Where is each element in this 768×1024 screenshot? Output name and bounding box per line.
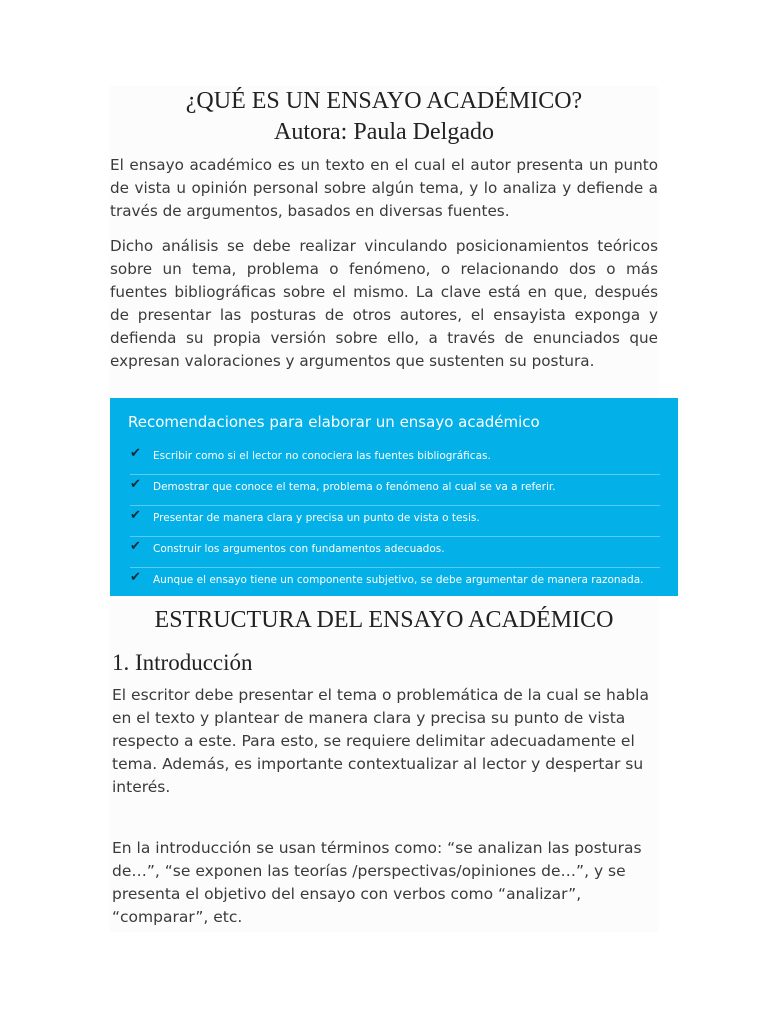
recommendations-list xyxy=(130,444,660,598)
check-icon: ✔ xyxy=(130,477,141,492)
recommendation-text: Demostrar que conoce el tema, problema o fenómeno al cual se va a referir. xyxy=(153,481,556,493)
introduction-paragraph: El escritor debe presentar el tema o problemática de la cual se habla en el texto y plantear de manera clara y precisa su punto de vista respecto a este. Para esto, se requiere delimitar adecuadamente el tema. Además, es importante contextualizar al lector y despertar su interés. xyxy=(112,686,649,796)
recommendations-box xyxy=(110,398,678,596)
recommendation-text: Construir los argumentos con fundamentos adecuados. xyxy=(153,543,445,555)
introduction-terms-paragraph: En la introducción se usan términos como: “se analizan las posturas de…”, “se exponen las teorías /perspectivas/opiniones de…”, y se presenta el objetivo del ensayo con verbos como “analizar”, “comparar”, etc. xyxy=(112,839,642,926)
introduction-section xyxy=(112,684,652,929)
check-icon: ✔ xyxy=(130,508,141,523)
structure-title: ESTRUCTURA DEL ENSAYO ACADÉMICO xyxy=(154,607,614,633)
intro-paragraph: El ensayo académico es un texto en el cual el autor presenta un punto de vista u opinión personal sobre algún tema, y lo analiza y defiende a través de argumentos, basados en diversas fuentes. xyxy=(110,156,658,220)
check-icon: ✔ xyxy=(130,539,141,554)
recommendation-text: Escribir como si el lector no conociera las fuentes bibliográficas. xyxy=(153,450,491,462)
recommendations-title: Recomendaciones para elaborar un ensayo académico xyxy=(128,413,540,431)
document-author: Autora: Paula Delgado xyxy=(274,119,494,145)
recommendation-item xyxy=(130,444,660,475)
recommendation-item xyxy=(130,568,660,598)
document-page xyxy=(110,86,658,932)
recommendation-item xyxy=(130,506,660,537)
check-icon: ✔ xyxy=(130,570,141,585)
recommendation-item xyxy=(130,537,660,568)
check-icon: ✔ xyxy=(130,446,141,461)
section-title-introduction: 1. Introducción xyxy=(112,650,253,675)
document-title: ¿QUÉ ES UN ENSAYO ACADÉMICO? xyxy=(185,88,583,114)
recommendation-text: Presentar de manera clara y precisa un punto de vista o tesis. xyxy=(153,512,480,524)
recommendation-item xyxy=(130,475,660,506)
analysis-paragraph: Dicho análisis se debe realizar vinculando posicionamientos teóricos sobre un tema, problema o fenómeno, o relacionando dos o más fuentes bibliográficas sobre el mismo. La clave está en que, después de presentar las posturas de otros autores, el ensayista exponga y defienda su propia versión sobre ello, a través de enunciados que expresan valoraciones y argumentos que sustenten su postura. xyxy=(110,237,658,370)
recommendation-text: Aunque el ensayo tiene un componente subjetivo, se debe argumentar de manera razonada. xyxy=(153,574,644,586)
